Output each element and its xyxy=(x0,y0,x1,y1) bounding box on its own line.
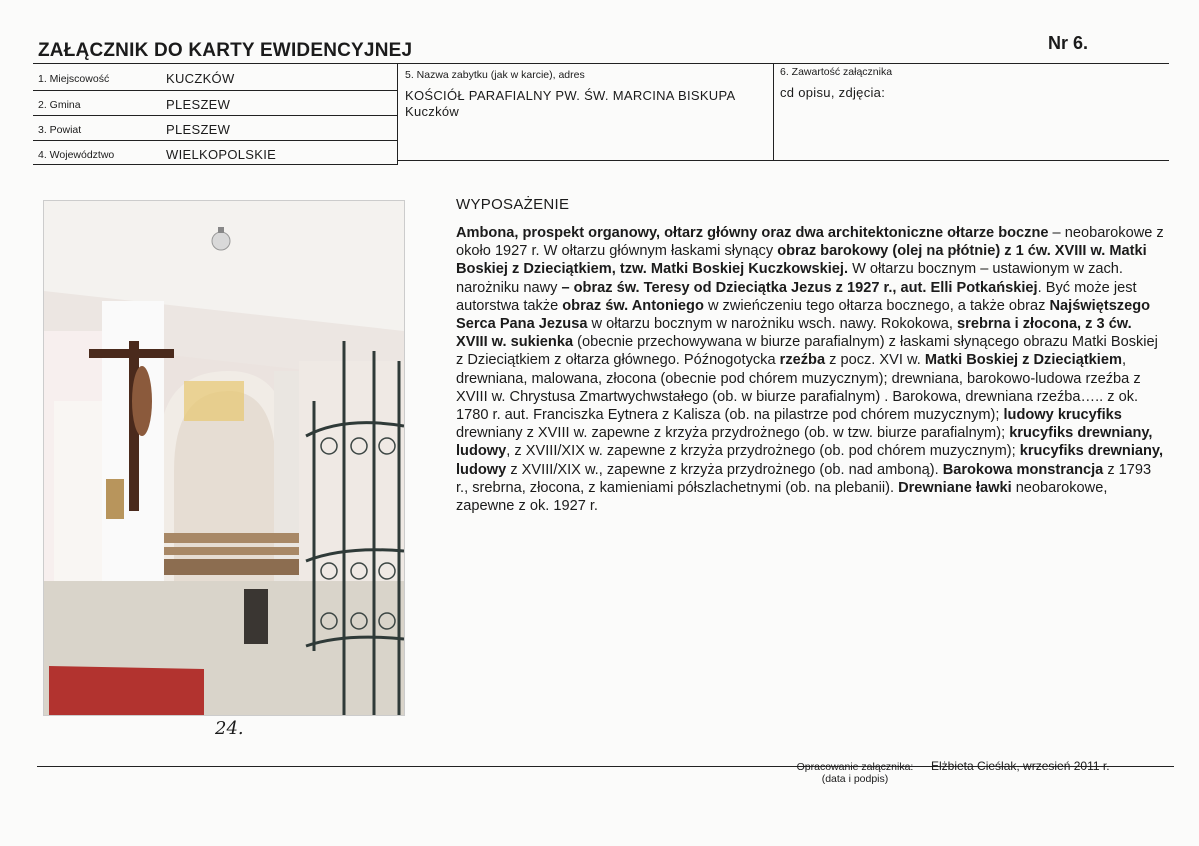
field-value-gmina: PLESZEW xyxy=(166,97,231,112)
column-divider xyxy=(397,63,398,165)
church-interior-photo xyxy=(43,200,405,716)
row-divider xyxy=(33,90,397,91)
footer-author: Elżbieta Cieślak, wrzesień 2011 r. xyxy=(931,759,1110,773)
footer-label-line1: Opracowanie załącznika: xyxy=(796,761,914,773)
description-bold-segment: Drewniane ławki xyxy=(898,479,1012,496)
description-segment: (obecnie przechowywana w biurze parafialnym) z łaskami słynącego obrazu Matki Boskiej z Dzieciątkiem z ołtarza głównego. Późnogotycka xyxy=(456,334,1158,369)
description-segment: z pocz. XVI w. xyxy=(825,352,925,369)
field-value-zawartosc: cd opisu, zdjęcia: xyxy=(780,85,886,100)
description-bold-segment: ludowy krucyfiks xyxy=(1003,407,1122,424)
description-segment: . Być może jest autorstwa także xyxy=(456,279,1137,314)
field-value-miejscowosc: KUCZKÓW xyxy=(166,71,235,86)
description-segment: , z XVIII/XIX w. zapewne z krzyża przydrożnego (ob. pod chórem muzycznym); xyxy=(506,443,1020,460)
row-divider xyxy=(33,164,397,165)
field-label-zawartosc: 6. Zawartość załącznika xyxy=(780,66,893,78)
description-bold-segment: Barokowa monstrancja xyxy=(942,461,1104,478)
field-value-wojewodztwo: WIELKOPOLSKIE xyxy=(166,147,277,162)
description-segment: , drewniana, malowana, złocona (obecnie pod chórem muzycznym); drewniana, barokowo-ludowa rzeźba z XVIII w. Chrystusa Zmartwychwstałego (ob. w biurze parafialnym) . Barokowa, drewniana rzeźba….. z ok. 1780 r. aut. Franciszka Eytnera z Kalisza (ob. na pilastrze pod chórem muzycznym); xyxy=(456,352,1141,424)
description-segment: w zwieńczeniu tego ołtarza bocznego, a także obraz xyxy=(703,297,1050,314)
table-bottom-rule xyxy=(397,160,1169,161)
description-bold-segment: Matki Boskiej z Dzieciątkiem xyxy=(924,352,1122,369)
field-label-powiat: 3. Powiat xyxy=(38,124,82,136)
description-segment: W ołtarzu bocznym – ustawionym w zach. narożniku nawy xyxy=(456,261,1123,296)
description-bold-segment: obraz św. Antoniego xyxy=(562,297,704,314)
description-segment: drewniany z XVIII w. zapewne z krzyża przydrożnego (ob. w tzw. biurze parafialnym); xyxy=(456,425,1010,442)
description-segment: z 1793 r., srebrna, złocona, z kamieniami półszlachetnymi (ob. na plebanii). xyxy=(456,461,1152,496)
field-label-miejscowosc: 1. Miejscowość xyxy=(38,73,110,85)
field-label-wojewodztwo: 4. Województwo xyxy=(38,149,115,161)
description-bold-segment: krucyfiks drewniany, ludowy xyxy=(456,443,1163,478)
field-value-adres: Kuczków xyxy=(405,104,460,119)
description-bold-segment: Ambona, prospekt organowy, ołtarz główny oraz dwa architektoniczne ołtarze boczne xyxy=(456,225,1049,241)
field-value-nazwa: KOŚCIÓŁ PARAFIALNY PW. ŚW. MARCINA BISKUPA xyxy=(405,88,736,103)
field-value-powiat: PLESZEW xyxy=(166,122,231,137)
section-heading: WYPOSAŻENIE xyxy=(456,196,570,213)
document-title: ZAŁĄCZNIK DO KARTY EWIDENCYJNEJ xyxy=(38,40,413,61)
description-segment: z XVIII/XIX w., zapewne z krzyża przydrożnego (ob. nad amboną). xyxy=(506,461,943,478)
column-divider xyxy=(773,63,774,161)
field-label-nazwa: 5. Nazwa zabytku (jak w karcie), adres xyxy=(405,69,585,81)
description-bold-segment: obraz barokowy (olej na płótnie) z 1 ćw. XVIII w. Matki Boskiej z Dzieciątkiem, tzw. Matki Boskiej Kuczkowskiej. xyxy=(456,243,1147,278)
attachment-number: Nr 6. xyxy=(1048,33,1089,53)
description-bold-segment: krucyfiks drewniany, ludowy xyxy=(456,425,1153,460)
equipment-description xyxy=(456,224,1166,515)
description-bold-segment: rzeźba xyxy=(779,352,826,369)
row-divider xyxy=(33,115,397,116)
description-bold-segment: – obraz św. Teresy od Dzieciątka Jezus z 1927 r., aut. Elli Potkańskiej xyxy=(561,279,1038,296)
footer-label xyxy=(780,761,930,785)
description-segment: neobarokowe, zapewne z ok. 1927 r. xyxy=(456,479,1108,515)
handwritten-page-number: 24. xyxy=(215,718,244,739)
description-segment: w ołtarzu bocznym w narożniku wsch. nawy. Rokokowa, xyxy=(587,316,958,333)
row-divider xyxy=(33,140,397,141)
footer-label-line2: (data i podpis) xyxy=(821,773,889,785)
header-rule xyxy=(33,63,1169,64)
description-bold-segment: Najświętszego Serca Pana Jezusa xyxy=(456,297,1151,333)
field-label-gmina: 2. Gmina xyxy=(38,99,81,111)
description-segment: – neobarokowe z około 1927 r. W ołtarzu głównym łaskami słynący xyxy=(456,225,1164,260)
description-bold-segment: srebrna i złocona, z 3 ćw. XVIII w. sukienka xyxy=(456,316,1132,351)
